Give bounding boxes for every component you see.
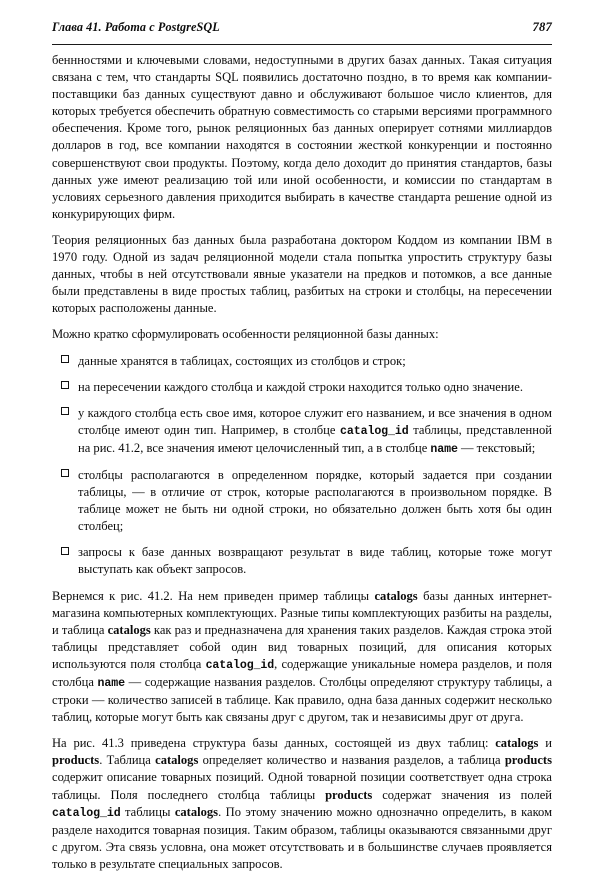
bold-term: products [325, 787, 373, 802]
hollow-square-bullet-icon [61, 355, 69, 363]
list-item-text: у каждого столбца есть свое имя, которое служит его названием, и все значения в одном столбце имеют один тип. Например, в столбце catalog_id таблицы, представленной на рис. 41.2, все значения имеют целочисленный тип, а в столбце name — текстовый; [78, 405, 552, 456]
paragraph-catalogs-table: Вернемся к рис. 41.2. На нем приведен пример таблицы catalogs базы данных интернет-магазина компьютерных комплектующих. Разные типы комплектующих разбиты на разделы, и таблица catalogs как раз и предназначена для хранения таких разделов. Каждая строка этой таблицы представляет собой один вид товарных позиций, для описания которых используются поля столбца catalog_id, содержащие уникальные номера разделов, и поля столбца name — содержащие названия разделов. Столбцы определяют структуру таблицы, а строки — количество записей в таблице. Как правило, одна база данных содержит несколько таблиц, которые могут быть как связаны друг с другом, так и независимы друг от друга. [52, 588, 553, 725]
bold-term: catalogs [155, 753, 199, 768]
hollow-square-bullet-icon [61, 547, 69, 555]
list-item [52, 405, 552, 458]
hollow-square-bullet-icon [61, 381, 69, 389]
list-item [52, 353, 552, 370]
code-term: catalog_id [340, 424, 409, 438]
list-item-text: на пересечении каждого столбца и каждой строки находится только одно значение. [78, 379, 523, 394]
hollow-square-bullet-icon [61, 469, 69, 477]
code-term: name [97, 677, 125, 690]
bold-term: products [52, 753, 100, 768]
hollow-square-bullet-icon [61, 407, 69, 415]
list-item-text: данные хранятся в таблицах, состоящих из столбцов и строк; [78, 353, 406, 368]
running-head [52, 20, 552, 45]
code-term: name [430, 442, 458, 456]
chapter-title: Глава 41. Работа с PostgreSQL [52, 20, 220, 34]
list-item [52, 379, 552, 396]
list-item [52, 467, 552, 535]
paragraph-features-intro: Можно кратко сформулировать особенности реляционной базы данных: [52, 327, 439, 342]
list-item-text: запросы к базе данных возвращают результат в виде таблиц, которые тоже могут выступать как объект запросов. [78, 545, 552, 577]
list-item-text: столбцы располагаются в определенном порядке, который задается при создании таблицы, — в отличие от строк, которые располагаются в произвольном порядке. В таблице может не быть ни одной строки, но обязательно должен быть хотя бы один столбец; [78, 467, 552, 534]
paragraph-continuation: беннностями и ключевыми словами, недоступными в других базах данных. Такая ситуация связана с тем, что стандарты SQL появились достаточно поздно, в то время как компании-поставщики баз данных существуют давно и обслуживают большое число клиентов, для которых требуется обеспечить обратную совместимость со старыми версиями программного обеспечения. Кроме того, рынок реляционных баз данных оперирует сотнями миллиардов долларов в год, все компании находятся в состоянии жесткой конкуренции и постоянно совершенствуют свои продукты. Поэтому, когда дело доходит до принятия стандартов, базы данных уже имеют реализацию той или иной особенности, и комиссии по стандартам в условиях серьезного давления приходится выбирать в качестве стандарта решение одной из конкурирующих фирм. [52, 53, 552, 221]
code-term: catalog_id [205, 658, 275, 672]
paragraph-relational-theory: Теория реляционных баз данных была разработана доктором Коддом из компании IBM в 1970 году. Одной из задач реляционной модели стала попытка упростить структуру базы данных, чтобы в ней отсутствовали явные указатели на предков и потомков, а все данные были представлены в виде простых таблиц, разбитых на строки и столбцы, на пересечении которых расположены данные. [52, 232, 552, 316]
bold-term: products [504, 753, 552, 768]
bold-term: catalogs [174, 804, 219, 819]
bold-term: catalogs [107, 622, 151, 637]
features-list [52, 353, 552, 579]
page-number: 787 [532, 20, 552, 34]
paragraph-products-relation: На рис. 41.3 приведена структура базы данных, состоящей из двух таблиц: catalogs и products. Таблица catalogs определяет количество и названия разделов, а таблица products содержит описание товарных позиций. Одной товарной позиции соответствует одна строка таблицы. Поля последнего столбца таблицы products содержат значения из полей catalog_id таблицы catalogs. По этому значению можно однозначно определить, в каком разделе находится товарная позиция. Таким образом, таблицы оказываются связанными друг с другом. Эта связь условна, она может отсутствовать и в большинстве случаев проявляется только в результате специальных запросов. [52, 736, 553, 871]
bold-term: catalogs [495, 736, 539, 751]
code-term: catalog_id [52, 806, 121, 820]
body-text-column [52, 52, 552, 873]
list-item [52, 544, 552, 578]
bold-term: catalogs [374, 588, 418, 603]
